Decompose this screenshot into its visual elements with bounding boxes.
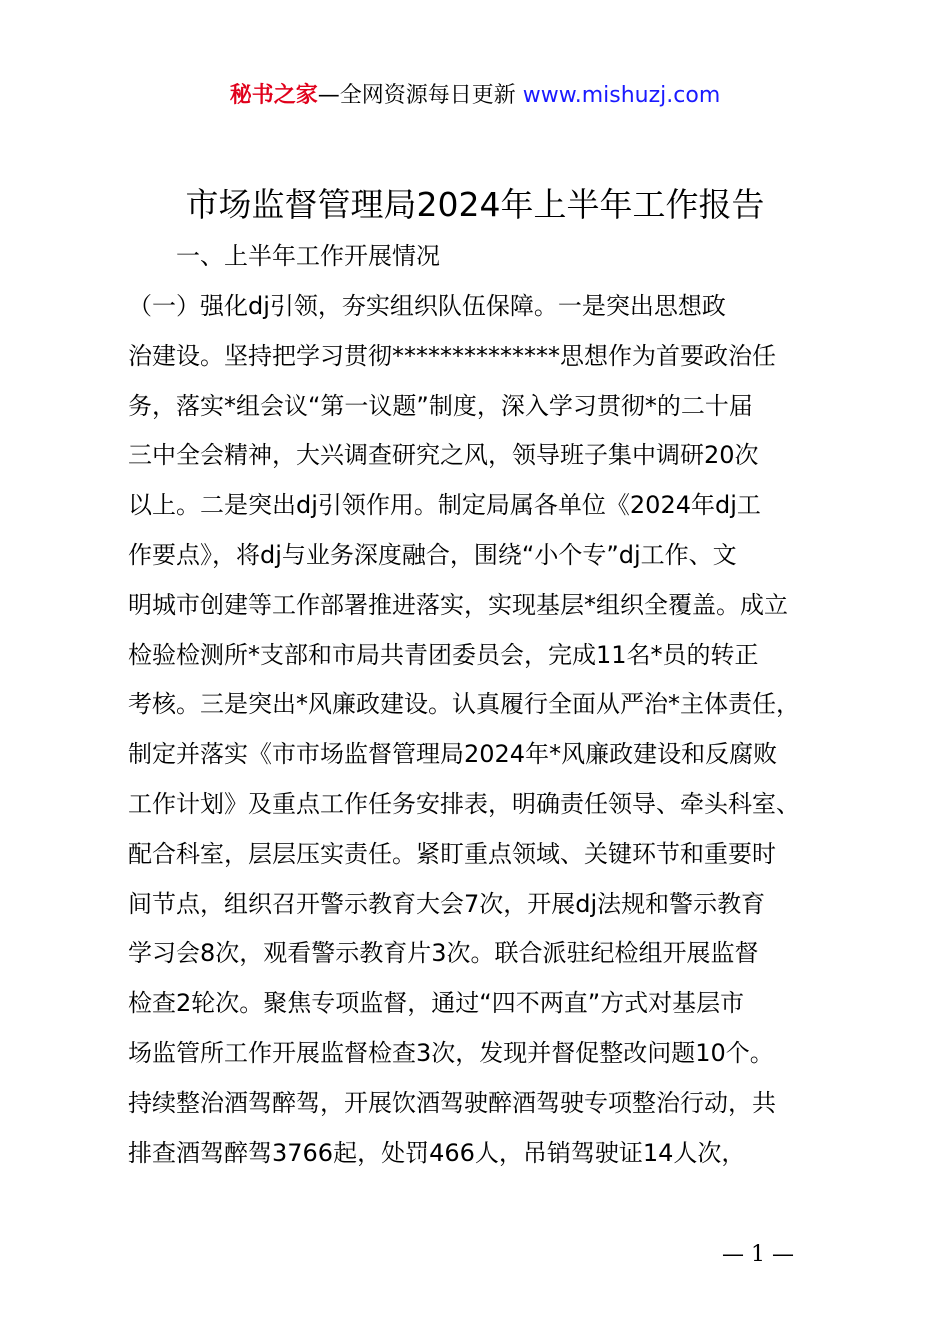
section-heading: 一、上半年工作开展情况 <box>176 242 440 270</box>
body-line: 作要点》，将dj与业务深度融合，围绕“小个专”dj工作、文 <box>128 540 737 569</box>
body-line: 治建设。坚持把学习贯彻**************思想作为首要政治任 <box>128 341 776 370</box>
document-body <box>128 282 848 1178</box>
body-line: 制定并落实《市市场监督管理局2024年*风廉政建设和反腐败 <box>128 740 778 769</box>
body-line: 配合科室，层层压实责任。紧盯重点领域、关键环节和重要时 <box>128 839 776 868</box>
body-line: 工作计划》及重点工作任务安排表，明确责任领导、牵头科室、 <box>128 789 800 818</box>
body-line: 排查酒驾醉驾3766起，处罚466人，吊销驾驶证14人次， <box>128 1138 746 1167</box>
banner-brand: 秘书之家 <box>229 83 318 108</box>
body-line: 检验检测所*支部和市局共青团委员会，完成11名*员的转正 <box>128 640 759 669</box>
page-number: — 1 — <box>722 1242 794 1267</box>
body-line: 以上。二是突出dj引领作用。制定局属各单位《2024年dj工 <box>128 491 761 520</box>
body-line: 间节点，组织召开警示教育大会7次，开展dj法规和警示教育 <box>128 889 766 918</box>
body-line: 务，落实*组会议“第一议题”制度，深入学习贯彻*的二十届 <box>128 391 753 420</box>
body-line: 明城市创建等工作部署推进落实，实现基层*组织全覆盖。成立 <box>128 590 788 619</box>
body-line: 三中全会精神，大兴调查研究之风，领导班子集中调研20次 <box>128 441 759 470</box>
banner-slogan: —全网资源每日更新 <box>317 83 516 108</box>
body-line: 考核。三是突出*风廉政建设。认真履行全面从严治*主体责任， <box>128 690 800 719</box>
site-banner <box>0 80 950 112</box>
document-title: 市场监督管理局2024年上半年工作报告 <box>185 185 765 224</box>
body-line: （一）强化dj引领，夯实组织队伍保障。一是突出思想政 <box>128 292 726 320</box>
body-line: 持续整治酒驾醉驾，开展饮酒驾驶醉酒驾驶专项整治行动，共 <box>128 1088 776 1117</box>
body-line: 场监管所工作开展监督检查3次，发现并督促整改问题10个。 <box>128 1038 774 1067</box>
body-line: 检查2轮次。聚焦专项监督，通过“四不两直”方式对基层市 <box>128 989 745 1018</box>
body-line: 学习会8次，观看警示教育片3次。联合派驻纪检组开展监督 <box>128 939 759 968</box>
banner-url-link[interactable]: www.mishuzj.com <box>522 83 721 108</box>
